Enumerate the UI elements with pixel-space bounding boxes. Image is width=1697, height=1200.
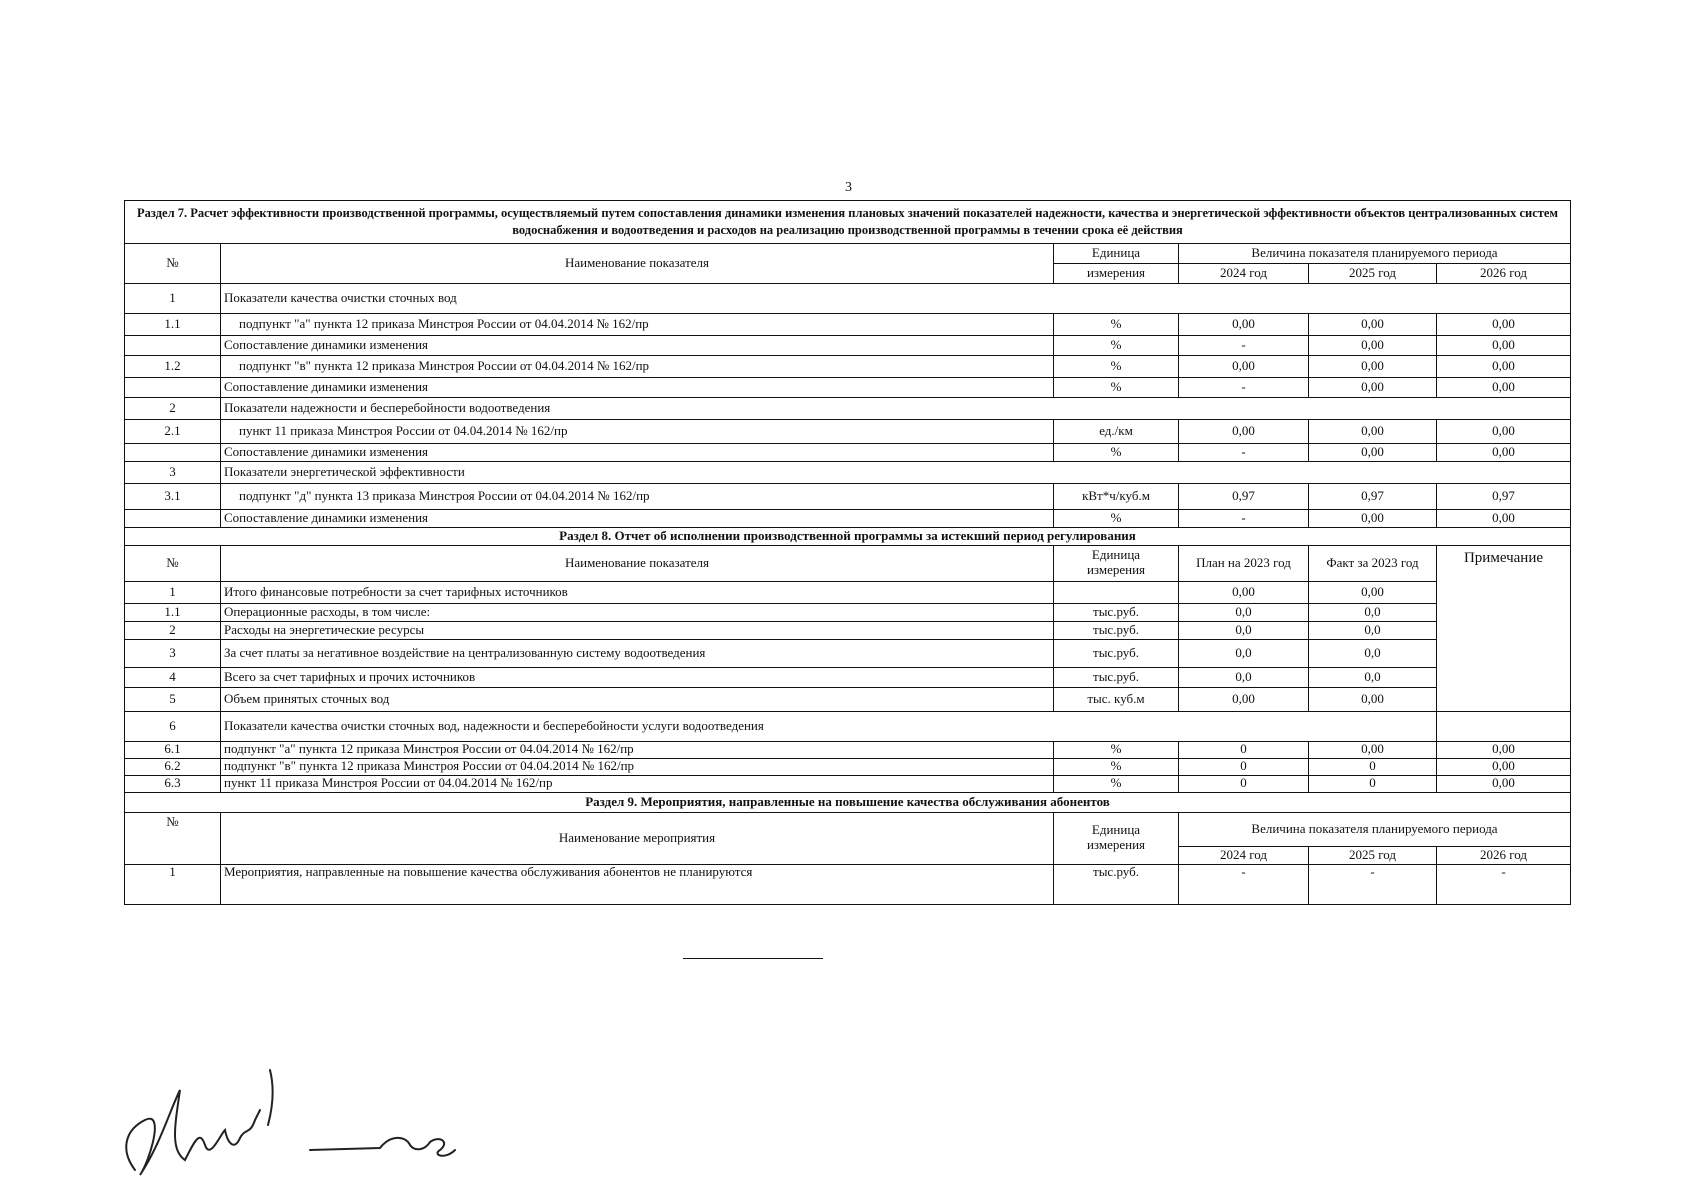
row-plan: 0,0	[1179, 621, 1309, 639]
row-name: Мероприятия, направленные на повышение качества обслуживания абонентов не планируются	[221, 864, 1054, 904]
table-row	[125, 419, 1571, 443]
col-plan-header: План на 2023 год	[1179, 545, 1309, 581]
row-unit: %	[1054, 775, 1179, 792]
row-value-2026: -	[1437, 864, 1571, 904]
row-value-2026: 0,00	[1437, 509, 1571, 527]
row-unit: %	[1054, 377, 1179, 397]
row-value-2026: 0,00	[1437, 335, 1571, 355]
row-num: 1.1	[125, 313, 221, 335]
row-num: 1	[125, 581, 221, 603]
col-note-header: Примечание	[1437, 545, 1571, 711]
section9-header-row1	[125, 812, 1571, 846]
row-num: 1.1	[125, 603, 221, 621]
row-empty	[1437, 711, 1571, 741]
row-name: Итого финансовые потребности за счет тарифных источников	[221, 581, 1054, 603]
row-name: Показатели качества очистки сточных вод	[221, 283, 1571, 313]
table-row	[125, 758, 1571, 775]
col-2026-header: 2026 год	[1437, 263, 1571, 283]
row-fact: 0,00	[1309, 741, 1437, 758]
row-value-2024: 0,00	[1179, 419, 1309, 443]
row-name: подпункт "а" пункта 12 приказа Минстроя России от 04.04.2014 № 162/пр	[221, 741, 1054, 758]
footer-divider	[683, 958, 823, 959]
table-row	[125, 741, 1571, 758]
col-2024-header: 2024 год	[1179, 263, 1309, 283]
table-row	[125, 667, 1571, 687]
row-note: 0,00	[1437, 741, 1571, 758]
row-num: 3	[125, 639, 221, 667]
row-note: 0,00	[1437, 775, 1571, 792]
row-unit: %	[1054, 313, 1179, 335]
row-fact: 0	[1309, 775, 1437, 792]
row-name: Показатели надежности и бесперебойности водоотведения	[221, 397, 1571, 419]
row-value-2025: 0,97	[1309, 483, 1437, 509]
col-unit-header-line2: измерения	[1086, 562, 1146, 578]
table-row	[125, 443, 1571, 461]
row-fact: 0,0	[1309, 639, 1437, 667]
row-name: За счет платы за негативное воздействие на централизованную систему водоотведения	[221, 639, 1054, 667]
col-unit-header-line1: Единица	[1091, 822, 1141, 838]
col-period-header: Величина показателя планируемого периода	[1179, 812, 1571, 846]
table-row	[125, 377, 1571, 397]
row-value-2025: 0,00	[1309, 443, 1437, 461]
row-name: пункт 11 приказа Минстроя России от 04.04.2014 № 162/пр	[221, 419, 1054, 443]
row-value-2024: 0,00	[1179, 313, 1309, 335]
row-value-2024: -	[1179, 377, 1309, 397]
row-fact: 0,00	[1309, 581, 1437, 603]
row-name: подпункт "в" пункта 12 приказа Минстроя России от 04.04.2014 № 162/пр	[221, 355, 1054, 377]
row-value-2024: -	[1179, 509, 1309, 527]
col-2025-header: 2025 год	[1309, 263, 1437, 283]
section9-title: Раздел 9. Мероприятия, направленные на повышение качества обслуживания абонентов	[125, 792, 1571, 812]
handwritten-signature	[110, 1050, 510, 1200]
row-value-2025: 0,00	[1309, 509, 1437, 527]
col-unit-header-line2: измерения	[1086, 837, 1146, 853]
row-plan: 0,00	[1179, 687, 1309, 711]
table-row	[125, 283, 1571, 313]
section8-header	[125, 527, 1571, 545]
col-2026-header: 2026 год	[1437, 846, 1571, 864]
col-num-header: №	[125, 545, 221, 581]
table-row	[125, 775, 1571, 792]
row-value-2024: -	[1179, 864, 1309, 904]
col-unit-header: Единица	[1054, 243, 1179, 263]
table-row	[125, 461, 1571, 483]
row-value-2026: 0,00	[1437, 377, 1571, 397]
row-unit: тыс.руб.	[1054, 639, 1179, 667]
row-fact: 0,0	[1309, 603, 1437, 621]
row-name: Операционные расходы, в том числе:	[221, 603, 1054, 621]
page-number: 3	[845, 180, 852, 195]
row-name: Сопоставление динамики изменения	[221, 377, 1054, 397]
row-unit: кВт*ч/куб.м	[1054, 483, 1179, 509]
row-num: 6.1	[125, 741, 221, 758]
row-value-2025: 0,00	[1309, 335, 1437, 355]
col-num-header: №	[125, 812, 221, 864]
row-num: 1.2	[125, 355, 221, 377]
row-unit: тыс.руб.	[1054, 864, 1179, 904]
row-name: Объем принятых сточных вод	[221, 687, 1054, 711]
row-name: подпункт "в" пункта 12 приказа Минстроя России от 04.04.2014 № 162/пр	[221, 758, 1054, 775]
col-fact-header: Факт за 2023 год	[1309, 545, 1437, 581]
row-value-2026: 0,00	[1437, 443, 1571, 461]
row-plan: 0,0	[1179, 603, 1309, 621]
table-row	[125, 581, 1571, 603]
row-value-2025: 0,00	[1309, 313, 1437, 335]
row-unit	[1054, 581, 1179, 603]
row-num: 2	[125, 397, 221, 419]
row-value-2024: 0,00	[1179, 355, 1309, 377]
row-plan: 0	[1179, 775, 1309, 792]
row-value-2026: 0,97	[1437, 483, 1571, 509]
section7-header-row1	[125, 243, 1571, 263]
table-row	[125, 509, 1571, 527]
row-name: Сопоставление динамики изменения	[221, 443, 1054, 461]
row-num	[125, 443, 221, 461]
row-value-2025: 0,00	[1309, 377, 1437, 397]
row-num: 1	[125, 864, 221, 904]
section8-title: Раздел 8. Отчет об исполнении производственной программы за истекший период регулирования	[125, 527, 1571, 545]
row-unit: %	[1054, 355, 1179, 377]
row-name: Расходы на энергетические ресурсы	[221, 621, 1054, 639]
row-num: 1	[125, 283, 221, 313]
row-num	[125, 335, 221, 355]
row-num: 5	[125, 687, 221, 711]
section9-header	[125, 792, 1571, 812]
table-row	[125, 313, 1571, 335]
row-value-2026: 0,00	[1437, 313, 1571, 335]
row-value-2024: -	[1179, 335, 1309, 355]
row-fact: 0,0	[1309, 667, 1437, 687]
row-num: 6.2	[125, 758, 221, 775]
col-2025-header: 2025 год	[1309, 846, 1437, 864]
col-num-header: №	[125, 243, 221, 283]
row-note: 0,00	[1437, 758, 1571, 775]
row-num: 6.3	[125, 775, 221, 792]
row-fact: 0	[1309, 758, 1437, 775]
section8-header-row	[125, 545, 1571, 581]
table-row	[125, 483, 1571, 509]
row-unit: %	[1054, 443, 1179, 461]
row-plan: 0	[1179, 741, 1309, 758]
row-value-2026: 0,00	[1437, 419, 1571, 443]
document-table	[124, 200, 1571, 905]
table-row	[125, 397, 1571, 419]
table-row	[125, 355, 1571, 377]
row-value-2026: 0,00	[1437, 355, 1571, 377]
row-unit: ед./км	[1054, 419, 1179, 443]
row-value-2025: -	[1309, 864, 1437, 904]
row-unit: тыс.руб.	[1054, 603, 1179, 621]
table-row	[125, 864, 1571, 904]
table-row	[125, 687, 1571, 711]
col-name-header: Наименование показателя	[221, 243, 1054, 283]
col-unit-header-line1: Единица	[1091, 547, 1141, 563]
row-value-2025: 0,00	[1309, 419, 1437, 443]
row-unit: %	[1054, 335, 1179, 355]
row-unit: тыс.руб.	[1054, 621, 1179, 639]
section7-title: Раздел 7. Расчет эффективности производственной программы, осуществляемый путем сопоставления динамики изменения плановых значений показателей надежности, качества и энергетической эффективности объектов централизованных систем водоснабжения и водоотведения и расходов на реализацию производственной программы в течении срока её действия	[125, 201, 1571, 244]
row-plan: 0	[1179, 758, 1309, 775]
col-2024-header: 2024 год	[1179, 846, 1309, 864]
row-name: подпункт "д" пункта 13 приказа Минстроя России от 04.04.2014 № 162/пр	[221, 483, 1054, 509]
row-name: Всего за счет тарифных и прочих источников	[221, 667, 1054, 687]
col-name-header: Наименование мероприятия	[221, 812, 1054, 864]
table-row	[125, 639, 1571, 667]
table-row	[125, 621, 1571, 639]
row-num: 2.1	[125, 419, 221, 443]
row-unit: тыс. куб.м	[1054, 687, 1179, 711]
section7-header	[125, 201, 1571, 244]
col-period-header: Величина показателя планируемого периода	[1179, 243, 1571, 263]
row-value-2024: -	[1179, 443, 1309, 461]
row-name: Сопоставление динамики изменения	[221, 509, 1054, 527]
row-name: Сопоставление динамики изменения	[221, 335, 1054, 355]
row-unit: %	[1054, 758, 1179, 775]
col-unit-header-2: измерения	[1054, 263, 1179, 283]
col-unit-header	[1054, 545, 1179, 581]
row-plan: 0,0	[1179, 667, 1309, 687]
row-name: Показатели энергетической эффективности	[221, 461, 1571, 483]
row-fact: 0,00	[1309, 687, 1437, 711]
row-num: 6	[125, 711, 221, 741]
row-name: подпункт "а" пункта 12 приказа Минстроя России от 04.04.2014 № 162/пр	[221, 313, 1054, 335]
row-name: Показатели качества очистки сточных вод, надежности и бесперебойности услуги водоотведения	[221, 711, 1437, 741]
row-unit: %	[1054, 509, 1179, 527]
row-num: 3	[125, 461, 221, 483]
row-value-2025: 0,00	[1309, 355, 1437, 377]
row-num: 3.1	[125, 483, 221, 509]
table-row	[125, 335, 1571, 355]
row-num	[125, 509, 221, 527]
row-name: пункт 11 приказа Минстроя России от 04.04.2014 № 162/пр	[221, 775, 1054, 792]
row-unit: тыс.руб.	[1054, 667, 1179, 687]
table-row	[125, 711, 1571, 741]
row-num: 2	[125, 621, 221, 639]
row-unit: %	[1054, 741, 1179, 758]
row-plan: 0,0	[1179, 639, 1309, 667]
row-num	[125, 377, 221, 397]
col-name-header: Наименование показателя	[221, 545, 1054, 581]
row-num: 4	[125, 667, 221, 687]
row-fact: 0,0	[1309, 621, 1437, 639]
col-unit-header	[1054, 812, 1179, 864]
row-plan: 0,00	[1179, 581, 1309, 603]
table-row	[125, 603, 1571, 621]
row-value-2024: 0,97	[1179, 483, 1309, 509]
